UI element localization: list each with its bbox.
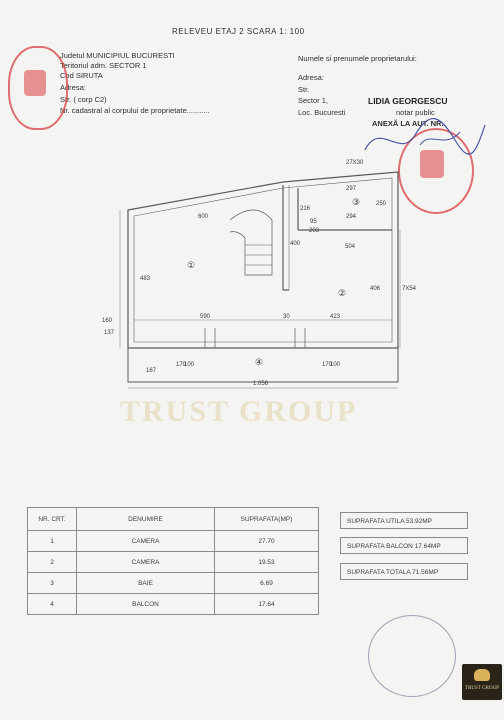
room-4-label: ④ (255, 358, 264, 368)
dim-216: 216 (300, 206, 311, 212)
dim-7x54: 7X54 (402, 286, 417, 292)
logo-text: TRUST GROUP (465, 686, 499, 691)
dim-203: 203 (309, 228, 320, 234)
notary-role: notar public (396, 108, 435, 117)
row-nr: 2 (28, 552, 77, 573)
authorization-stamp (368, 615, 456, 697)
room-3-label: ③ (352, 198, 361, 208)
rooms-table (27, 507, 319, 615)
dim-95: 95 (310, 219, 317, 225)
row-nr: 1 (28, 531, 77, 552)
dim-100b: 100 (330, 362, 341, 368)
owner-locality: Loc. Bucuresti (298, 108, 346, 117)
dim-600: 600 (198, 214, 209, 220)
row-area: 6.69 (215, 573, 319, 594)
row-name: CAMERA (77, 531, 215, 552)
table-row (28, 594, 319, 615)
table-row (28, 573, 319, 594)
dim-400: 400 (290, 241, 301, 247)
dim-590: 590 (200, 314, 211, 320)
summary-totala: SUPRAFATA TOTALA 71.56MP (340, 563, 468, 580)
notary-name: LIDIA GEORGESCU (368, 96, 448, 106)
dim-170b: 170 (322, 362, 333, 368)
dim-170a: 170 (176, 362, 187, 368)
dim-423: 423 (330, 314, 341, 320)
owner-sector: Sector 1, (298, 96, 329, 105)
siruta-line: Cod SIRUTA (60, 71, 103, 80)
dim-137: 137 (104, 330, 115, 336)
header-denumire: DENUMIRE (77, 508, 215, 531)
summary-utila: SUPRAFATA UTILA 53.92MP (340, 512, 468, 529)
dim-504: 504 (345, 244, 356, 250)
dim-100a: 100 (184, 362, 195, 368)
territory-line: Teritoriul adm. SECTOR 1 (60, 61, 147, 70)
dim-297: 297 (346, 186, 357, 192)
seal-emblem-left (24, 70, 46, 96)
table-row (28, 552, 319, 573)
dim-30: 30 (283, 314, 290, 320)
owner-street: Str. (298, 85, 310, 94)
header-suprafata: SUPRAFATA(MP) (215, 508, 319, 531)
owner-address-label: Adresa: (298, 73, 324, 82)
street-line: Str. ( corp C2) (60, 95, 107, 104)
room-1-label: ① (187, 261, 196, 271)
header-nr: NR. CRT. (28, 508, 77, 531)
dim-250: 250 (376, 201, 387, 207)
dim-406: 406 (370, 286, 381, 292)
logo-mark (474, 669, 490, 681)
company-logo (462, 664, 502, 700)
summary-balcon: SUPRAFATA BALCON 17.64MP (340, 537, 468, 554)
owner-label: Numele si prenumele proprietarului: (298, 54, 417, 63)
table-header-row (28, 508, 319, 531)
dim-167: 167 (146, 368, 157, 374)
dim-483: 483 (140, 276, 151, 282)
row-name: BAIE (77, 573, 215, 594)
room-2-label: ② (338, 289, 347, 299)
row-name: BALCON (77, 594, 215, 615)
address-label: Adresa: (60, 83, 86, 92)
dim-1056: 1.056 (253, 381, 269, 387)
notary-annex: ANEXĂ LA AUT. NR. (372, 119, 444, 128)
row-area: 27.70 (215, 531, 319, 552)
floor-plan (0, 150, 504, 450)
dim-27x30: 27X30 (346, 160, 364, 166)
row-nr: 3 (28, 573, 77, 594)
row-nr: 4 (28, 594, 77, 615)
document-title: RELEVEU ETAJ 2 SCARA 1: 100 (172, 27, 305, 36)
dim-160: 160 (102, 318, 113, 324)
row-area: 19.53 (215, 552, 319, 573)
dim-294: 294 (346, 214, 357, 220)
cadastral-line: Nr. cadastral al corpului de proprietate........... (60, 106, 210, 115)
row-area: 17.64 (215, 594, 319, 615)
row-name: CAMERA (77, 552, 215, 573)
watermark: TRUST GROUP (120, 395, 358, 428)
table-row (28, 531, 319, 552)
county-line: Judetul MUNICIPIUL BUCURESTI (60, 51, 175, 60)
